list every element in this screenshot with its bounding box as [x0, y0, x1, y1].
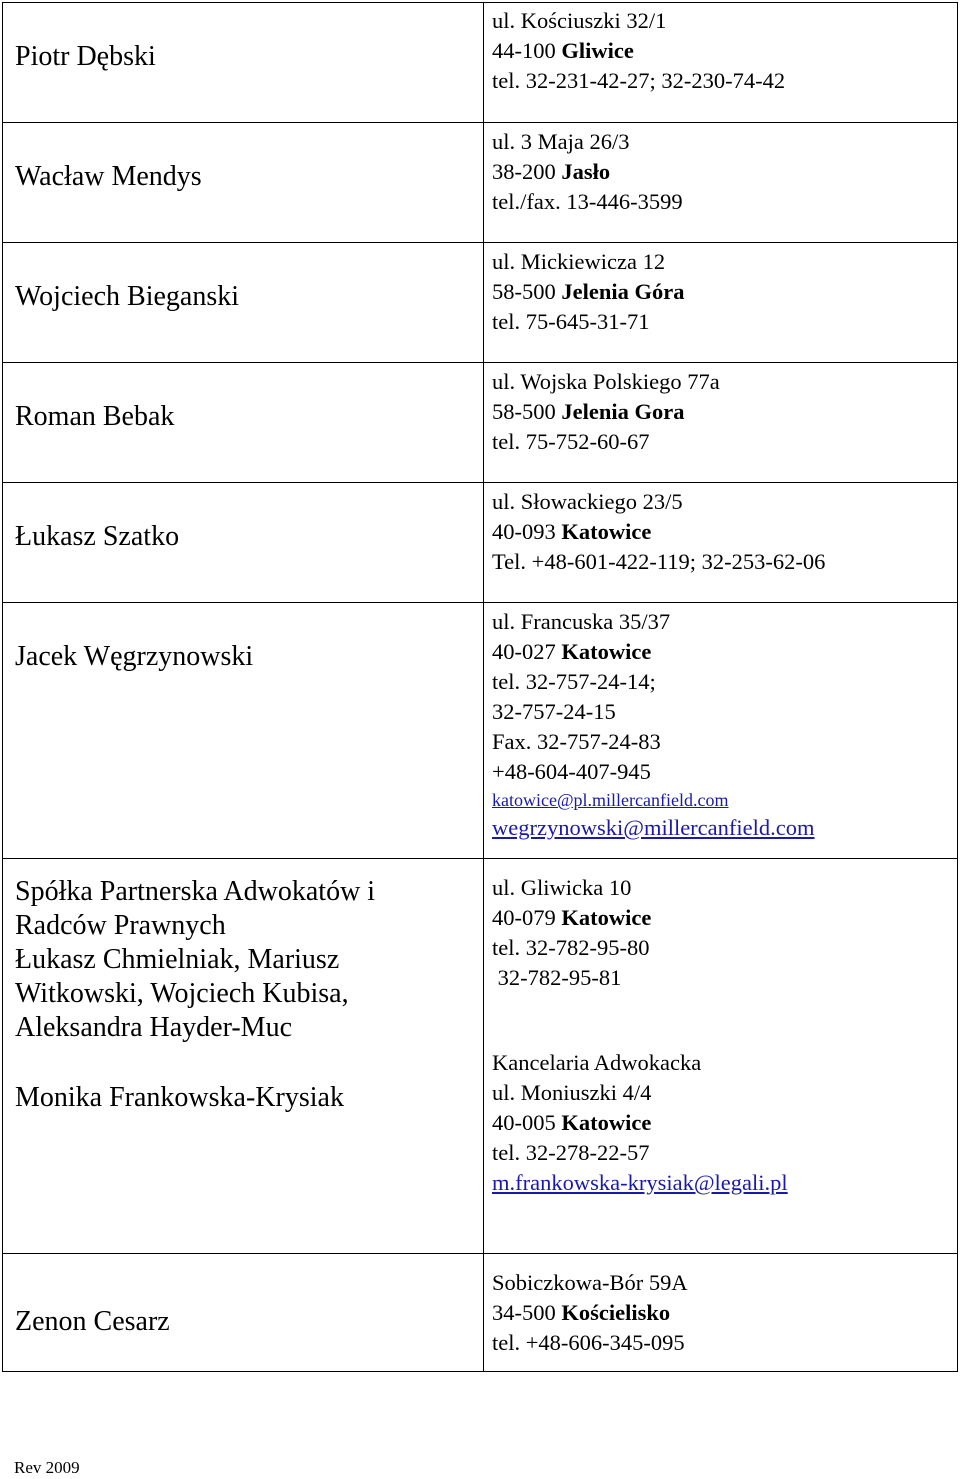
name-cell	[3, 3, 484, 123]
phone: tel. +48-606-345-095	[492, 1330, 685, 1355]
phone: tel. 75-752-60-67	[492, 429, 650, 454]
phone: tel. 32-757-24-14;	[492, 669, 656, 694]
firm-name-line: Radców Prawnych	[15, 910, 226, 941]
table-row	[3, 243, 958, 363]
address-cell	[484, 859, 958, 1254]
lawyer-directory-table	[2, 2, 958, 1372]
lawyer-name: Wojciech Bieganski	[15, 281, 240, 312]
postal-city: 40-027 Katowice	[492, 639, 652, 664]
partner-names-line: Łukasz Chmielniak, Mariusz	[15, 944, 340, 975]
lawyer-name: Jacek Węgrzynowski	[15, 641, 254, 672]
phone: tel./fax. 13-446-3599	[492, 189, 683, 214]
postal-city: 58-500 Jelenia Góra	[492, 279, 685, 304]
lawyer-name: Łukasz Szatko	[15, 521, 180, 552]
personal-email-link[interactable]: wegrzynowski@millercanfield.com	[492, 815, 815, 840]
partner-names-line: Aleksandra Hayder-Muc	[15, 1012, 292, 1043]
table-row	[3, 483, 958, 603]
spacer	[15, 1045, 483, 1081]
phone: 32-782-95-81	[492, 965, 622, 990]
revision-footer: Rev 2009	[14, 1458, 80, 1477]
lawyer-name: Piotr Dębski	[15, 41, 156, 72]
office-name: Kancelaria Adwokacka	[492, 1050, 702, 1075]
name-cell	[3, 363, 484, 483]
spacer	[492, 993, 957, 1048]
name-cell	[3, 483, 484, 603]
partnership-names	[3, 859, 483, 1115]
table-row	[3, 363, 958, 483]
address-cell	[484, 3, 958, 123]
postal-city: 44-100 Gliwice	[492, 38, 634, 63]
postal-city: 40-093 Katowice	[492, 519, 652, 544]
postal-city: 40-079 Katowice	[492, 905, 652, 930]
name-cell	[3, 1254, 484, 1372]
street: Sobiczkowa-Bór 59A	[492, 1270, 688, 1295]
street: ul. 3 Maja 26/3	[492, 129, 630, 154]
address-cell	[484, 123, 958, 243]
phone: tel. 32-278-22-57	[492, 1140, 650, 1165]
postal-city: 40-005 Katowice	[492, 1110, 652, 1135]
table-row	[3, 859, 958, 1254]
table-row	[3, 123, 958, 243]
name-cell	[3, 859, 484, 1254]
mobile-phone: +48-604-407-945	[492, 759, 651, 784]
street: ul. Mickiewicza 12	[492, 249, 666, 274]
lawyer-name: Wacław Mendys	[15, 161, 202, 192]
lawyer-name: Zenon Cesarz	[15, 1306, 170, 1337]
partner-names-line: Witkowski, Wojciech Kubisa,	[15, 978, 349, 1009]
email-link[interactable]: m.frankowska-krysiak@legali.pl	[492, 1170, 788, 1195]
firm-name-line: Spółka Partnerska Adwokatów i	[15, 876, 376, 907]
table-row	[3, 1254, 958, 1372]
postal-city: 58-500 Jelenia Gora	[492, 399, 685, 424]
phone: Tel. +48-601-422-119; 32-253-62-06	[492, 549, 826, 574]
address-cell	[484, 363, 958, 483]
street: ul. Francuska 35/37	[492, 609, 671, 634]
name-cell	[3, 603, 484, 859]
street: ul. Słowackiego 23/5	[492, 489, 683, 514]
fax: Fax. 32-757-24-83	[492, 729, 661, 754]
table-row	[3, 3, 958, 123]
phone: 32-757-24-15	[492, 699, 616, 724]
phone: tel. 75-645-31-71	[492, 309, 650, 334]
lawyer-name: Monika Frankowska-Krysiak	[15, 1082, 344, 1113]
phone: tel. 32-782-95-80	[492, 935, 650, 960]
street: ul. Gliwicka 10	[492, 875, 632, 900]
address-cell	[484, 603, 958, 859]
name-cell	[3, 123, 484, 243]
street: ul. Moniuszki 4/4	[492, 1080, 652, 1105]
street: ul. Wojska Polskiego 77a	[492, 369, 720, 394]
street: ul. Kościuszki 32/1	[492, 8, 667, 33]
office-email-link[interactable]: katowice@pl.millercanfield.com	[492, 790, 729, 810]
address-cell	[484, 1254, 958, 1372]
address-cell	[484, 483, 958, 603]
table-row	[3, 603, 958, 859]
lawyer-name: Roman Bebak	[15, 401, 175, 432]
postal-city: 34-500 Kościelisko	[492, 1300, 671, 1325]
phone: tel. 32-231-42-27; 32-230-74-42	[492, 68, 786, 93]
postal-city: 38-200 Jasło	[492, 159, 611, 184]
address-cell	[484, 243, 958, 363]
name-cell	[3, 243, 484, 363]
